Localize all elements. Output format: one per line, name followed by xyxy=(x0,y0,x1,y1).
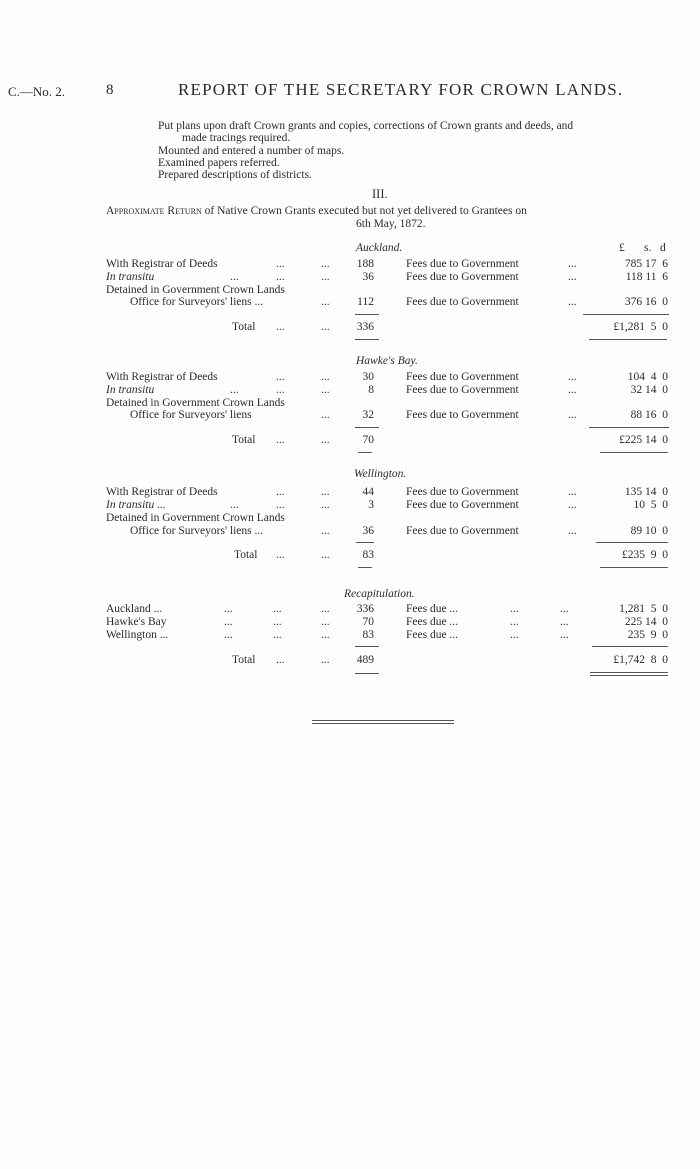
auckland-row2-count: 36 xyxy=(362,271,374,283)
wellington-total-count: 83 xyxy=(362,549,374,561)
divider xyxy=(355,646,379,647)
auckland-row3-amount: 376 16 0 xyxy=(624,296,668,308)
divider xyxy=(600,567,668,568)
recap-row1-label: Auckland ... xyxy=(106,603,163,615)
leader-dots: ... xyxy=(276,321,285,333)
section-heading xyxy=(106,205,666,217)
recap-row1-count: 336 xyxy=(356,603,374,615)
hawkes-total-count: 70 xyxy=(362,434,374,446)
divider xyxy=(358,567,372,568)
divider xyxy=(592,646,668,647)
auckland-row3-label-b: Office for Surveyors' liens ... xyxy=(130,296,264,308)
hawkes-row1-count: 30 xyxy=(362,371,374,383)
leader-dots: ... xyxy=(321,321,330,333)
prelude-line: Prepared descriptions of districts. xyxy=(158,169,312,181)
divider xyxy=(600,452,668,453)
leader-dots: ... xyxy=(568,486,577,498)
fees-label: Fees due to Government xyxy=(406,258,519,270)
leader-dots: ... xyxy=(321,271,330,283)
leader-dots: ... xyxy=(321,654,330,666)
leader-dots: ... xyxy=(276,258,285,270)
recap-row3-amount: 235 9 0 xyxy=(627,629,668,641)
leader-dots: ... xyxy=(321,603,330,615)
prelude-line: Mounted and entered a number of maps. xyxy=(158,145,345,157)
leader-dots: ... xyxy=(276,654,285,666)
section-numeral: III. xyxy=(372,187,388,201)
leader-dots: ... xyxy=(560,629,569,641)
leader-dots: ... xyxy=(321,549,330,561)
fees-label: Fees due to Government xyxy=(406,499,519,511)
divider xyxy=(589,427,669,428)
leader-dots: ... xyxy=(321,258,330,270)
leader-dots: ... xyxy=(321,409,330,421)
fees-label: Fees due ... xyxy=(406,616,459,628)
auckland-total-amount: £1,281 5 0 xyxy=(613,321,668,333)
leader-dots: ... xyxy=(560,616,569,628)
wellington-total-label: Total xyxy=(234,549,258,561)
hawkes-row3-label-b: Office for Surveyors' liens xyxy=(130,409,252,421)
hawkes-row3-count: 32 xyxy=(362,409,374,421)
leader-dots: ... xyxy=(321,499,330,511)
leader-dots: ... xyxy=(276,384,285,396)
leader-dots: ... xyxy=(568,525,577,537)
divider xyxy=(596,542,668,543)
leader-dots: ... xyxy=(273,603,282,615)
auckland-row2-amount: 118 11 6 xyxy=(625,271,668,283)
leader-dots: ... xyxy=(321,384,330,396)
fees-label: Fees due to Government xyxy=(406,486,519,498)
page-title: REPORT OF THE SECRETARY FOR CROWN LANDS. xyxy=(178,80,624,99)
auckland-row3-count: 112 xyxy=(357,296,374,308)
prelude-line: made tracings required. xyxy=(182,132,291,144)
leader-dots: ... xyxy=(230,271,239,283)
wellington-row1-label: With Registrar of Deeds xyxy=(106,486,218,498)
auckland-row1-amount: 785 17 6 xyxy=(624,258,668,270)
leader-dots: ... xyxy=(321,629,330,641)
fees-label: Fees due ... xyxy=(406,629,459,641)
leader-dots: ... xyxy=(276,549,285,561)
wellington-row3-amount: 89 10 0 xyxy=(630,525,668,537)
col-pence: d xyxy=(660,242,666,254)
auckland-heading: Auckland. xyxy=(356,242,403,254)
leader-dots: ... xyxy=(510,616,519,628)
divider xyxy=(356,542,374,543)
auckland-row3-label-a: Detained in Government Crown Lands xyxy=(106,284,285,296)
recap-row2-label: Hawke's Bay xyxy=(106,616,167,628)
leader-dots: ... xyxy=(560,603,569,615)
leader-dots: ... xyxy=(224,616,233,628)
double-rule xyxy=(590,672,668,676)
hawkes-row2-amount: 32 14 0 xyxy=(630,384,668,396)
fees-label: Fees due to Government xyxy=(406,384,519,396)
divider xyxy=(355,427,379,428)
recap-row1-amount: 1,281 5 0 xyxy=(619,603,668,615)
leader-dots: ... xyxy=(510,603,519,615)
wellington-row3-count: 36 xyxy=(362,525,374,537)
fees-label: Fees due to Government xyxy=(406,371,519,383)
recap-row3-label: Wellington ... xyxy=(106,629,169,641)
leader-dots: ... xyxy=(321,486,330,498)
leader-dots: ... xyxy=(224,603,233,615)
wellington-row2-label: In transitu ... xyxy=(106,499,166,511)
recap-row2-amount: 225 14 0 xyxy=(624,616,668,628)
wellington-heading: Wellington. xyxy=(354,468,407,480)
leader-dots: ... xyxy=(321,296,330,308)
section-end-rule xyxy=(312,720,454,724)
leader-dots: ... xyxy=(568,499,577,511)
recap-total-amount: £1,742 8 0 xyxy=(613,654,668,666)
wellington-row2-count: 3 xyxy=(368,499,374,511)
heading-text: of Native Crown Grants executed but not yet delivered to Grantees on xyxy=(204,205,527,217)
leader-dots: ... xyxy=(230,384,239,396)
divider xyxy=(355,314,379,315)
hawkes-row3-label-a: Detained in Government Crown Lands xyxy=(106,397,285,409)
fees-label: Fees due to Government xyxy=(406,271,519,283)
prelude-line: Examined papers referred. xyxy=(158,157,280,169)
leader-dots: ... xyxy=(321,434,330,446)
auckland-row1-label: With Registrar of Deeds xyxy=(106,258,218,270)
leader-dots: ... xyxy=(273,616,282,628)
leader-dots: ... xyxy=(568,384,577,396)
fees-label: Fees due to Government xyxy=(406,409,519,421)
wellington-row2-amount: 10 5 0 xyxy=(633,499,668,511)
divider xyxy=(355,673,379,674)
page-number: 8 xyxy=(106,82,114,98)
wellington-row1-amount: 135 14 0 xyxy=(624,486,668,498)
prelude-line: Put plans upon draft Crown grants and copies, corrections of Crown grants and deeds, and xyxy=(158,120,574,132)
document-reference: C.—No. 2. xyxy=(8,84,66,99)
hawkes-row2-count: 8 xyxy=(368,384,374,396)
leader-dots: ... xyxy=(321,525,330,537)
wellington-row3-label-b: Office for Surveyors' liens ... xyxy=(130,525,264,537)
auckland-total-label: Total xyxy=(232,321,256,333)
auckland-row1-count: 188 xyxy=(356,258,374,270)
leader-dots: ... xyxy=(273,629,282,641)
hawkes-row2-label: In transitu xyxy=(106,384,155,396)
hawkes-heading: Hawke's Bay. xyxy=(356,355,418,367)
leader-dots: ... xyxy=(276,434,285,446)
divider xyxy=(355,339,379,340)
hawkes-total-amount: £225 14 0 xyxy=(619,434,668,446)
recap-total-count: 489 xyxy=(356,654,374,666)
hawkes-row1-amount: 104 4 0 xyxy=(627,371,668,383)
hawkes-row1-label: With Registrar of Deeds xyxy=(106,371,218,383)
fees-label: Fees due to Government xyxy=(406,525,519,537)
divider xyxy=(589,339,667,340)
leader-dots: ... xyxy=(224,629,233,641)
leader-dots: ... xyxy=(568,371,577,383)
leader-dots: ... xyxy=(321,616,330,628)
leader-dots: ... xyxy=(230,499,239,511)
wellington-row1-count: 44 xyxy=(362,486,374,498)
leader-dots: ... xyxy=(568,271,577,283)
recap-row3-count: 83 xyxy=(362,629,374,641)
auckland-row2-label: In transitu xyxy=(106,271,155,283)
leader-dots: ... xyxy=(276,371,285,383)
heading-date: 6th May, 1872. xyxy=(356,218,426,230)
leader-dots: ... xyxy=(276,499,285,511)
leader-dots: ... xyxy=(276,486,285,498)
hawkes-row3-amount: 88 16 0 xyxy=(630,409,668,421)
leader-dots: ... xyxy=(276,271,285,283)
wellington-row3-label-a: Detained in Government Crown Lands xyxy=(106,512,285,524)
leader-dots: ... xyxy=(568,409,577,421)
leader-dots: ... xyxy=(568,258,577,270)
wellington-total-amount: £235 9 0 xyxy=(622,549,668,561)
fees-label: Fees due ... xyxy=(406,603,459,615)
recap-total-label: Total xyxy=(232,654,256,666)
col-pound: £ xyxy=(619,242,625,254)
col-shillings: s. xyxy=(644,242,652,254)
recap-heading: Recapitulation. xyxy=(344,588,415,600)
divider xyxy=(583,314,669,315)
fees-label: Fees due to Government xyxy=(406,296,519,308)
leader-dots: ... xyxy=(568,296,577,308)
heading-smallcaps: Approximate Return xyxy=(106,205,202,217)
recap-row2-count: 70 xyxy=(362,616,374,628)
divider xyxy=(358,452,372,453)
hawkes-total-label: Total xyxy=(232,434,256,446)
leader-dots: ... xyxy=(510,629,519,641)
leader-dots: ... xyxy=(321,371,330,383)
auckland-total-count: 336 xyxy=(356,321,374,333)
